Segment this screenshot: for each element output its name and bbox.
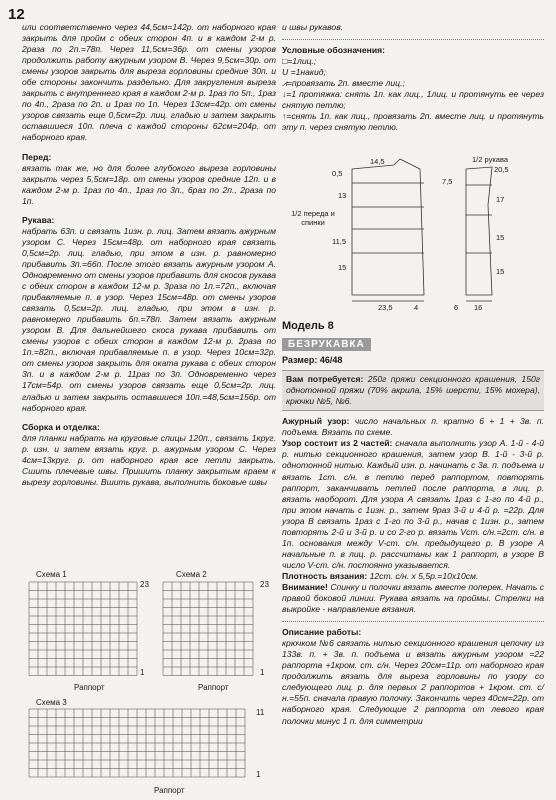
scheme1-row-bottom: 1 [140,668,145,677]
scheme2-rapport-label: Раппорт [198,683,229,692]
front-text: вязать так же, но для более глубокого выреза горловины закрыть через 5,5см=18р. от смены узоров средние 12п. и в каждом 2-м р. 1раз по 4п., 1раз по 3п., 6раз по 2п., 2раза по 1п. [22,162,276,206]
scheme1-label: Схема 1 [36,570,67,579]
sleeve-dim: 15 [496,267,505,276]
page-number: 12 [8,6,25,23]
materials-label: Вам потребуется: [286,374,364,385]
legend-list [282,56,544,133]
body-dim: 13 [338,191,347,200]
charts-area [22,570,278,798]
sleeve-dim: 15 [496,233,505,242]
body-dim: 4 [414,303,419,312]
assembly-text: для планки набрать на круговые спицы 120п., связать 1круг. р. изн. и затем вязать круг. р. ажурным узором С. Через 4см=13круг. р. от наборного края все петли закрыть. Сшить плечевые швы. Пришить планку закрытым краем к вырезу горловины. Вшить рукава, выполнить боковые швы [22,432,276,487]
scheme3-label: Схема 3 [36,698,67,707]
legend-item: ↑=снять 1п. как лиц., провязать 2п. вместе лиц. и протянуть эту п. через снятую петлю. [282,111,544,133]
legend-title: Условные обозначения: [282,45,385,56]
left-column [22,22,276,488]
legend-item: ⩘=провязать 2п. вместе лиц.; [282,78,405,89]
model-title: Модель 8 [282,320,334,332]
model8-block [282,318,544,727]
materials-text: 250г пряжи секционного крашения, 150г однотонной пряжи (70% акрила, 15% шерсти, 15% мохера), крючки №5, №6. [286,374,541,407]
scheme3-row-bottom: 1 [256,770,261,779]
work-text: крючком №6 связать нитью секционного крашения цепочку из 133в. п. + 3в. п. подъема и вязать ажурным узором =22 раппорта +1кром. ст. с/н. Через 20см=11р. от наборного края продолжить вязать для выреза горловины по узору со следующего лиц. р. для первых 2 раппортов + 1кром. ст. с/н.=55п. сначала правую полочку. Закончить через 40см=22р. от наборного края. Следующие 2 раппорта от левого края полочки минус 1 п. для симметрии [282,638,544,726]
front-section [22,152,276,163]
scheme1-rapport-label: Раппорт [74,683,105,692]
body-dim: 14,5 [370,157,385,166]
density-label: Плотность вязания: [282,570,368,581]
attention-label: Внимание! [282,581,328,592]
legend-item: □=1лиц.; [282,56,317,67]
model-subtitle: БЕЗРУКАВКА [282,338,371,351]
sleeve-dim: 20,5 [494,165,509,174]
body-dim: 0,5 [332,169,343,178]
scheme3-row-top: 11 [256,708,265,717]
scheme3-rapport-label: Раппорт [154,786,185,795]
scheme1-row-top: 23 [140,580,149,589]
legend-item: ↓=1 протяжка: снять 1п. как лиц., 1лиц. и протянуть ее через снятую петлю; [282,89,544,111]
sleeve-text: набрать 63п. и связать 1изн. р. лиц. Затем вязать ажурным узором С. Через 15см=48р. от наборного края связать 0,5см=2р. лиц. гладью, при этом в изн. р. равномерно прибавить 3п.=66п. После этого вязать ажурным узором А. Одновременно от смены узоров прибавить для скосов рукава с обеих сторон в каждом 12-м р. 3раза по 1п.=72п., включая прибавляемые п. в узор. Через 15см=48р. от смены узоров связать 0,5см=2р. лиц. гладью, при этом в изн. р. равномерно прибавить 6п.=78п. Затем вязать ажурным узором В. Для дальнейшего скоса рукава прибавить от смены узоров с обеих сторон в каждом 12-м р. 2раза по 1п.=82п., включая прибавляемые п. в узор. Через 10см=32р. от смены узоров закрыть для оката рукава с обеих сторон 3п. и в каждом 2-м р. 11раз по 3п. Одновременно через 17см=54р. от смены узоров связать еще 0,5см=2р. лиц. гладью и затем закрыть оставшиеся 10п.=48,5см=156р. от наборного края. [22,225,276,413]
sleeve-dim: 7,5 [442,177,453,186]
body-piece-label: 1/2 переда и спинки [291,209,335,227]
sleeve-dim: 6 [454,303,459,312]
work-title: Описание работы: [282,627,362,638]
scheme2-row-top: 23 [260,580,269,589]
materials-box [282,370,544,411]
sleeve-dim: 17 [496,195,505,204]
body-dim: 11,5 [332,237,347,246]
pattern-text: число начальных п. кратно 6 + 1 + 3в. п. подъема. Вязать по схеме. [282,416,545,438]
scheme2-label: Схема 2 [176,570,207,579]
sleeve-dim: 16 [474,303,483,312]
scheme3-grid [28,708,254,778]
attention-text: Спинку и полочки вязать вместе поперек. Начать с правой боковой линии. Рукава вязать на проймы. Стрелки на выкройке - направление вязания. [282,581,545,615]
body-dim: 23,5 [378,303,393,312]
front-title: Перед: [22,151,52,162]
right-intro: и швы рукавов. [282,22,344,32]
scheme2-row-bottom: 1 [260,668,265,677]
pattern-schematic [282,155,546,315]
schematic-drawing [282,155,546,315]
pattern2-label: Узор состоит из 2 частей: [282,438,393,449]
density-text: 12ст. с/н. х 5,5р.=10х10см. [369,570,479,581]
pattern2-text: сначала выполнить узор А. 1-й - 4-й р. нитью секционного крашения, затем узор В. 1-й - 3-й р. однотонной нитью. Каждый изн. р. начинать с 3в. п. подъема и вязать 1ст. с/н. в петлю перед раппортом, повторять раппорт, заканчивать петлей после раппорта, в лиц. р. вязать наоборот. Для узора А связать 1раз с 1-го по 4-й р., при этом начать с 1изн. р., затем 9раз 3-й и 4-й р. =22р. Для узора В связать 1раз с 1-го по 3-й р., начав с 1изн. р., затем повторять 2-й и 3-й р. и со 2-го р. вязать Vст. с/н.=2ст. с/н. в 1п. основания между V-ст. с/н. предыдущего р. В узоре А начальные п. в лиц. р. рассчитаны как 1 раппорт, в узоре В число V-ст. с/н. постоянно указывается. [282,438,544,570]
model-size: Размер: 46/48 [282,355,343,366]
scheme1-grid [28,581,138,677]
legend-item: U =1накид; [282,67,326,78]
sleeve-title: Рукава: [22,214,55,225]
right-column [282,22,544,133]
back-continuation-text: или соответственно через 44,5см=142р. от наборного края закрыть для пройм с обеих сторон 4п. и в каждом 2-м р. 2раза по 2п.=78п. Через 11,5см=36р. от смены узоров продолжить работу ажурным узором В. Через 9,5см=30р. от смены узоров закрыть для выреза горловины средние 30п. и обе стороны закончить раздельно. Для закругления выреза закрыть с внутреннего края в каждом 2-м р. 1раз по 5п., 1раз по 4п., 2раза по 2п. и 1раз по 1п. Через 13см=42р. от смены узоров связать еще 0,5см=2р. лиц. гладью и затем закрыть оставшиеся 10п. плеча с каждой стороны 62см=204р. от наборного края. [22,22,276,143]
body-dim: 15 [338,263,347,272]
sleeve-piece-label: 1/2 рукава [472,155,509,164]
scheme2-grid [162,581,258,677]
pattern-label: Ажурный узор: [282,416,350,427]
assembly-title: Сборка и отделка: [22,421,100,432]
